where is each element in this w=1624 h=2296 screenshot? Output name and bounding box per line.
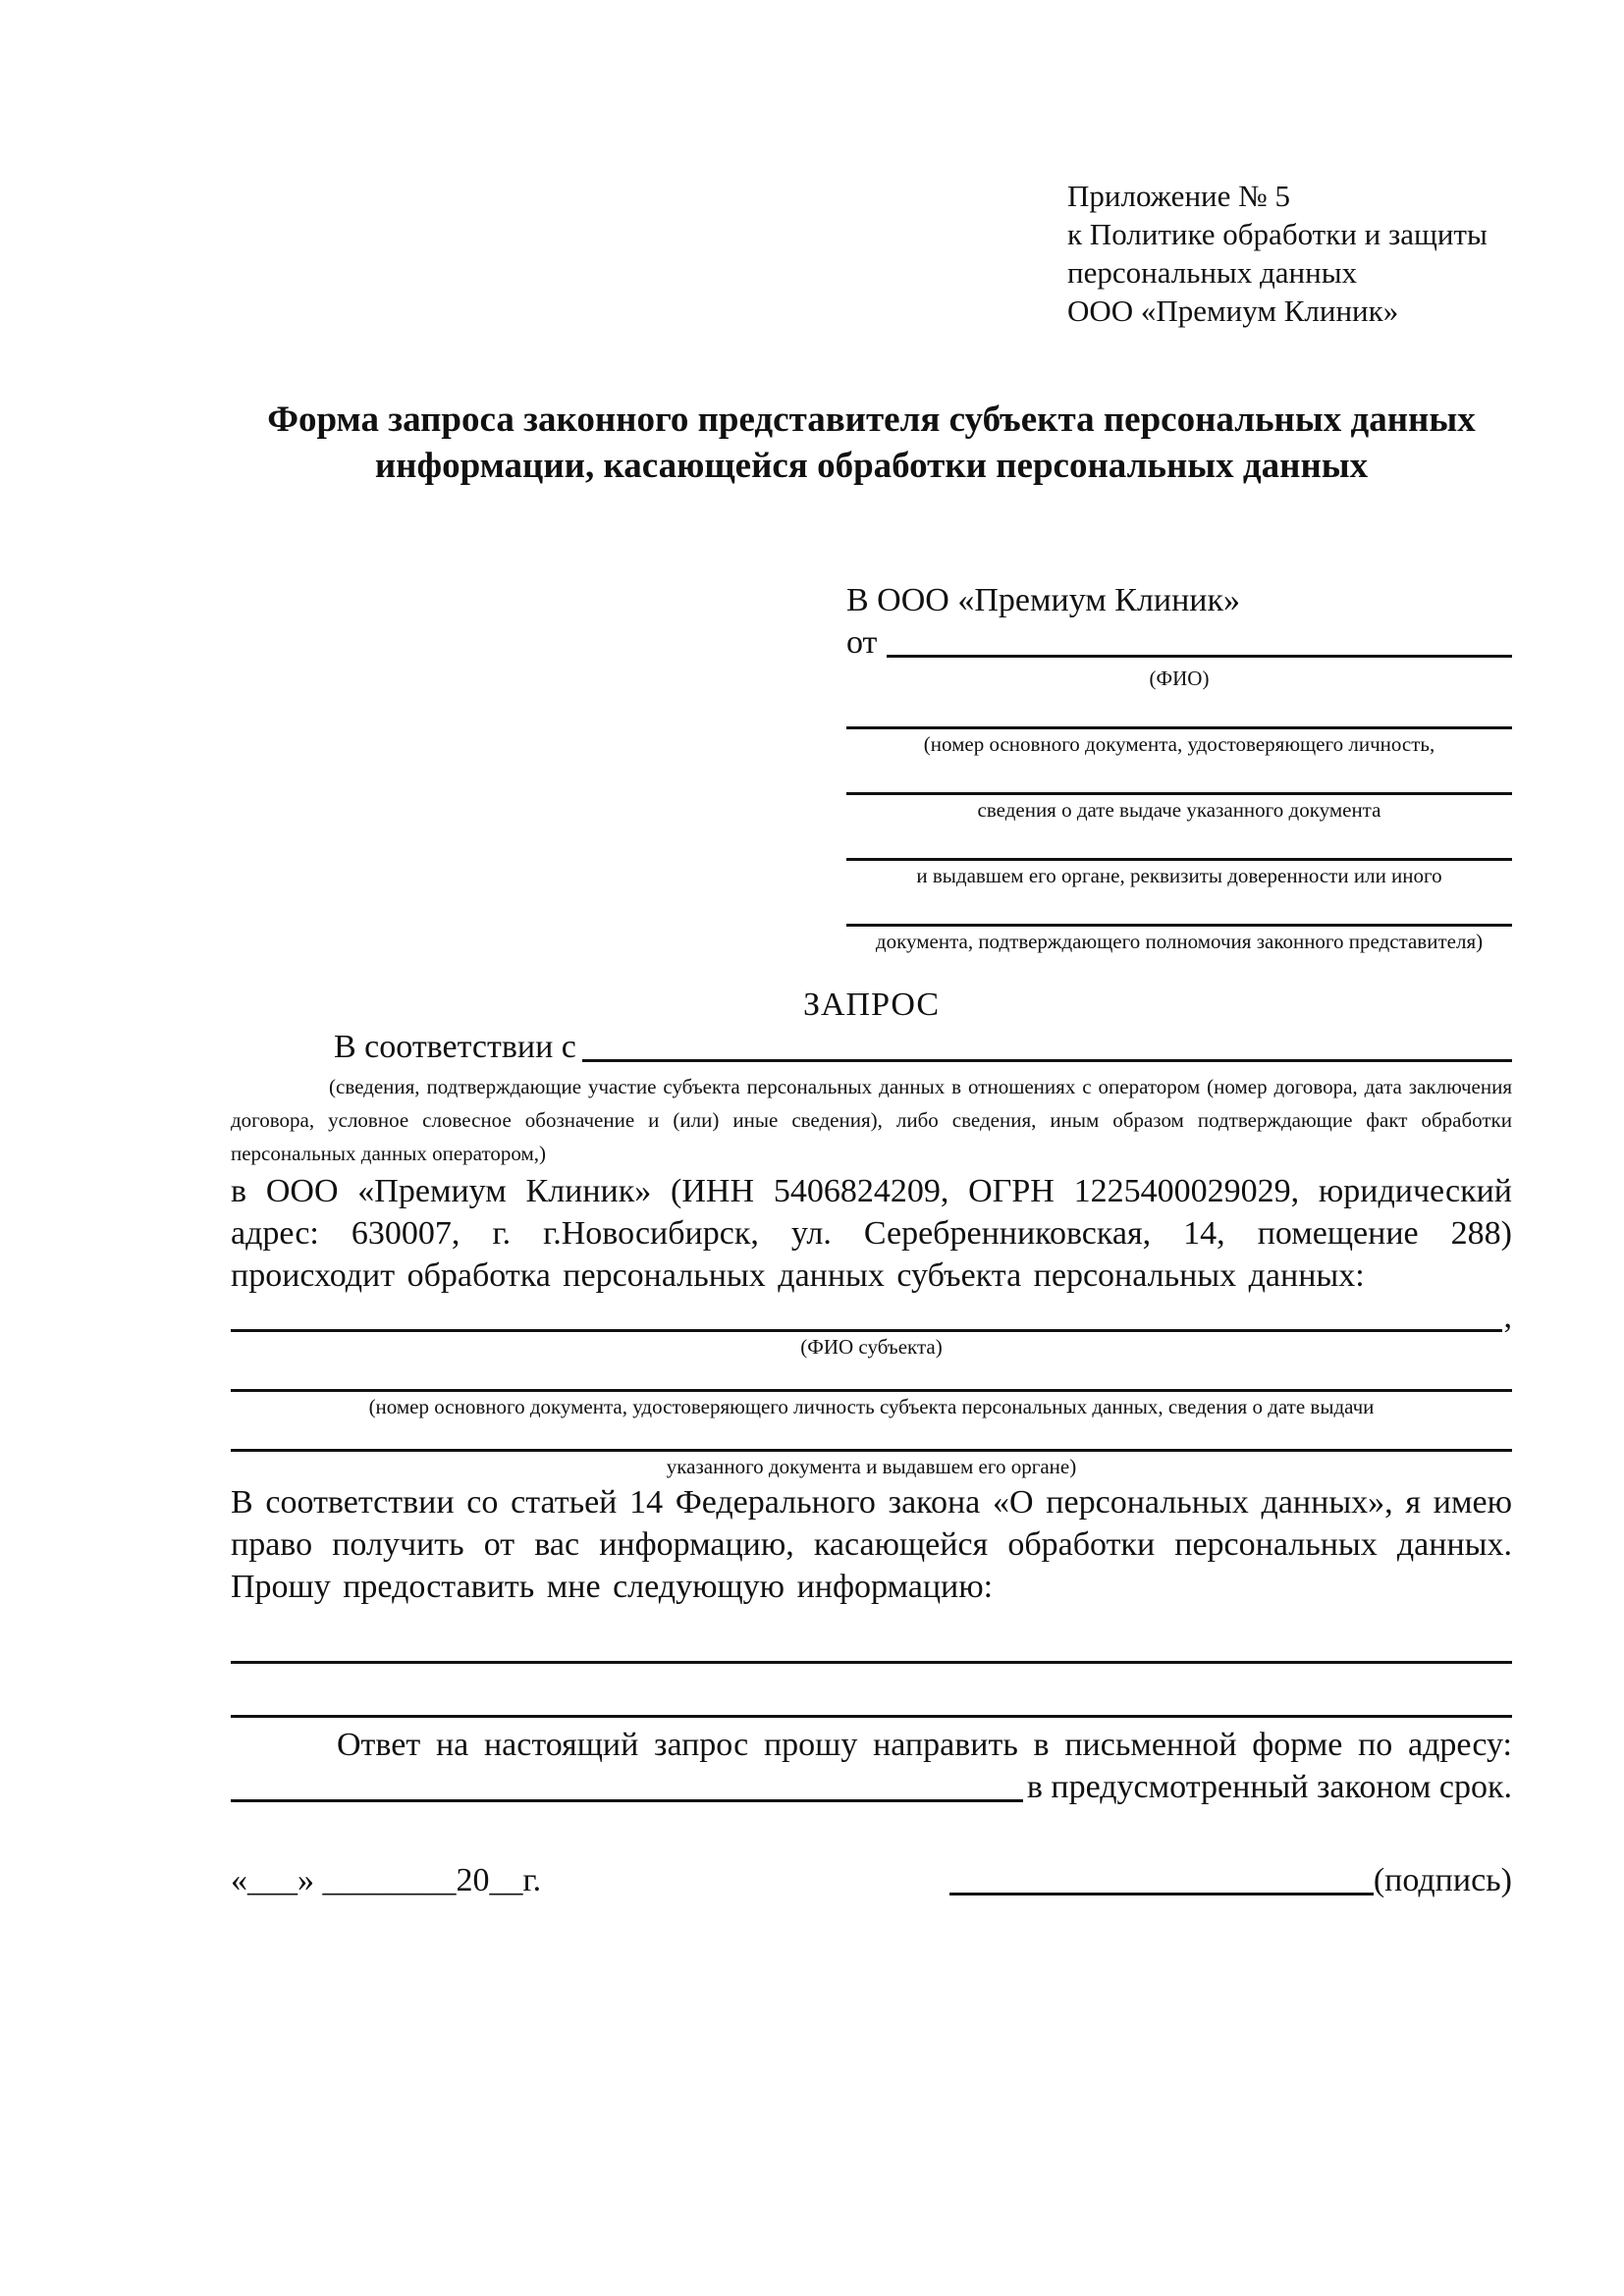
law-paragraph: В соответствии со статьей 14 Федерального закона «О персональных данных», я имею право получить от вас информацию, касающейся обработки персональных данных. Прошу предоставить мне следующую информацию: <box>231 1484 1512 1605</box>
form-title-line-1: Форма запроса законного представителя субъекта персональных данных <box>267 400 1476 440</box>
from-row <box>846 621 1512 664</box>
answer-paragraph: Ответ на настоящий запрос прошу направить в письменной форме по адресу: <box>337 1727 1512 1763</box>
requested-info-field-line-1 <box>231 1618 1512 1664</box>
representative-doc-field-line-2 <box>846 757 1512 795</box>
signature-caption: (подпись) <box>1373 1862 1512 1898</box>
date-signature-row <box>231 1859 1512 1901</box>
representative-doc-field-2 <box>846 757 1512 823</box>
subject-fio-field-line <box>231 1311 1502 1332</box>
requested-info-field-line-2 <box>231 1672 1512 1718</box>
form-title <box>231 397 1512 489</box>
signature-group <box>949 1859 1512 1901</box>
subject-doc-caption-1: (номер основного документа, удостоверяющего личность субъекта персональных данных, сведения о дате выдачи <box>368 1395 1375 1418</box>
answer-address-row <box>231 1766 1512 1808</box>
accordance-caption: (сведения, подтверждающие участие субъекта персональных данных в отношениях с оператором (номер договора, дата заключения договора, условное словесное обозначение и (или) иные сведения), либо сведения, иным образом подтверждающие факт обработки персональных данных оператором,) <box>231 1075 1512 1165</box>
from-label: от <box>846 624 878 661</box>
address-field-line <box>231 1766 1023 1802</box>
subject-line-comma: , <box>1503 1299 1512 1335</box>
representative-doc-field-4 <box>846 888 1512 954</box>
representative-doc-field-line-1 <box>846 691 1512 729</box>
accordance-row <box>231 1026 1512 1068</box>
representative-doc-caption-1: (номер основного документа, удостоверяющего личность, <box>923 732 1435 756</box>
answer-suffix: в предусмотренный законом срок. <box>1026 1769 1512 1805</box>
representative-doc-caption-3: и выдавшем его органе, реквизиты доверенности или иного <box>916 864 1442 887</box>
appendix-line-4: ООО «Премиум Клиник» <box>1067 294 1399 328</box>
representative-fio-caption: (ФИО) <box>1149 667 1210 690</box>
addressee-block <box>846 579 1512 954</box>
form-title-line-2: информации, касающейся обработки персональных данных <box>374 446 1369 486</box>
subject-fio-row <box>231 1299 1512 1335</box>
representative-doc-field-3 <box>846 823 1512 888</box>
representative-doc-caption-2: сведения о дате выдаче указанного документа <box>977 798 1381 822</box>
appendix-line-3: персональных данных <box>1067 255 1358 290</box>
accordance-field-line <box>582 1026 1512 1062</box>
request-heading: ЗАПРОС <box>802 987 941 1023</box>
representative-doc-field-line-3 <box>846 823 1512 861</box>
subject-doc-caption-2: указанного документа и выдавшем его органе) <box>666 1455 1077 1478</box>
appendix-line-2: к Политике обработки и защиты <box>1067 217 1488 251</box>
appendix-block <box>1067 177 1512 330</box>
signature-field-line <box>949 1863 1374 1896</box>
representative-name-field-line <box>887 621 1512 658</box>
representative-doc-field-1 <box>846 691 1512 757</box>
representative-doc-field-line-4 <box>846 888 1512 927</box>
document-content <box>231 0 1512 1901</box>
accordance-label: В соответствии с <box>334 1029 576 1065</box>
appendix-line-1: Приложение № 5 <box>1067 179 1290 213</box>
subject-doc-field-line-2 <box>231 1449 1512 1452</box>
subject-fio-caption: (ФИО субъекта) <box>800 1335 943 1359</box>
date-field: «___» ________20__г. <box>231 1862 542 1898</box>
subject-doc-field-line-1 <box>231 1389 1512 1392</box>
representative-doc-caption-4: документа, подтверждающего полномочия законного представителя) <box>875 930 1484 953</box>
addressee-org: В ООО «Премиум Клиник» <box>846 582 1241 618</box>
operator-paragraph: в ООО «Премиум Клиник» (ИНН 5406824209, ОГРН 1225400029029, юридический адрес: 630007, г. г.Новосибирск, ул. Серебренниковская, 14, помещение 288) происходит обработка персональных данных субъекта персональных данных: <box>231 1173 1512 1294</box>
